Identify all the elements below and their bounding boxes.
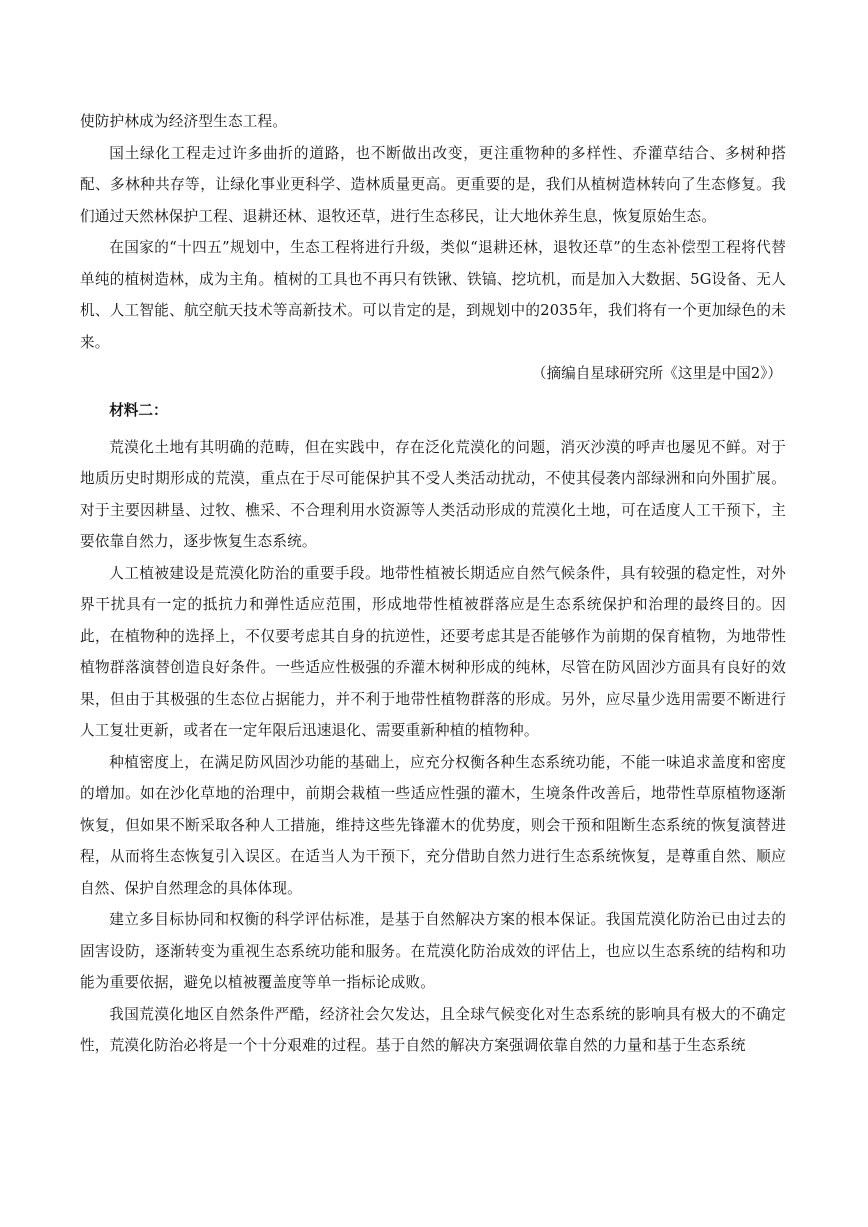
paragraph-harsh-conditions: 我国荒漠化地区自然条件严酷，经济社会欠发达，且全球气候变化对生态系统的影响具有极大的不确定性，荒漠化防治必将是一个十分艰难的过程。基于自然的解决方案强调依靠自然的力量和基于生态系统 xyxy=(80,1005,786,1054)
paragraph-desertification-scope: 荒漠化土地有其明确的范畴，但在实践中，存在泛化荒漠化的问题，消灭沙漠的呼声也屡见不鲜。对于地质历史时期形成的荒漠，重点在于尽可能保护其不受人类活动扰动，不使其侵袭内部绿洲和向外围扩展。对于主要因耕垦、过牧、樵采、不合理利用水资源等人类活动形成的荒漠化土地，可在适度人工干预下，主要依靠自然力，逐步恢复生态系统。 xyxy=(80,438,786,550)
paragraph-five-year-plan: 在国家的“十四五”规划中，生态工程将进行升级，类似“退耕还林，退牧还草”的生态补偿型工程将代替单纯的植树造林，成为主角。植树的工具也不再只有铁锹、铁镐、挖坑机，而是加入大数据、5G设备、无人机、人工智能、航空航天技术等高新技术。可以肯定的是，到规划中的2035年，我们将有一个更加绿色的未来。 xyxy=(80,239,786,351)
paragraph-continuation: 使防护林成为经济型生态工程。 xyxy=(80,113,288,130)
document-page xyxy=(80,106,786,1062)
paragraph-greening-project: 国土绿化工程走过许多曲折的道路，也不断做出改变，更注重物种的多样性、乔灌草结合、多树种搭配、多林种共存等，让绿化事业更科学、造林质量更高。更重要的是，我们从植树造林转向了生态修复。我们通过天然林保护工程、退耕还林、退牧还草，进行生态移民，让大地休养生息，恢复原始生态。 xyxy=(80,144,786,225)
paragraph-artificial-vegetation: 人工植被建设是荒漠化防治的重要手段。地带性植被长期适应自然气候条件，具有较强的稳定性，对外界干扰具有一定的抵抗力和弹性适应范围，形成地带性植被群落应是生态系统保护和治理的最终目的。因此，在植物种的选择上，不仅要考虑其自身的抗逆性，还要考虑其是否能够作为前期的保育植物，为地带性植物群落演替创造良好条件。一些适应性极强的乔灌木树种形成的纯林，尽管在防风固沙方面具有良好的效果，但由于其极强的生态位占据能力，并不利于地带性植物群落的形成。另外，应尽量少选用需要不断进行人工复壮更新，或者在一定年限后迅速退化、需要重新种植的植物种。 xyxy=(80,564,786,739)
source-citation: （摘编自星球研究所《这里是中国2》） xyxy=(531,365,782,382)
section-heading-material-two: 材料二： xyxy=(109,401,168,419)
paragraph-planting-density: 种植密度上，在满足防风固沙功能的基础上，应充分权衡各种生态系统功能，不能一味追求盖度和密度的增加。如在沙化草地的治理中，前期会栽植一些适应性强的灌木，生境条件改善后，地带性草原植物逐渐恢复，但如果不断采取各种人工措施，维持这些先锋灌木的优势度，则会干预和阻断生态系统的恢复演替进程，从而将生态恢复引入误区。在适当人为干预下，充分借助自然力进行生态系统恢复，是尊重自然、顺应自然、保护自然理念的具体体现。 xyxy=(80,753,786,897)
paragraph-evaluation-standard: 建立多目标协同和权衡的科学评估标准，是基于自然解决方案的根本保证。我国荒漠化防治已由过去的固害设防，逐渐转变为重视生态系统功能和服务。在荒漠化防治成效的评估上，也应以生态系统的结构和功能为重要依据，避免以植被覆盖度等单一指标论成败。 xyxy=(80,911,786,991)
